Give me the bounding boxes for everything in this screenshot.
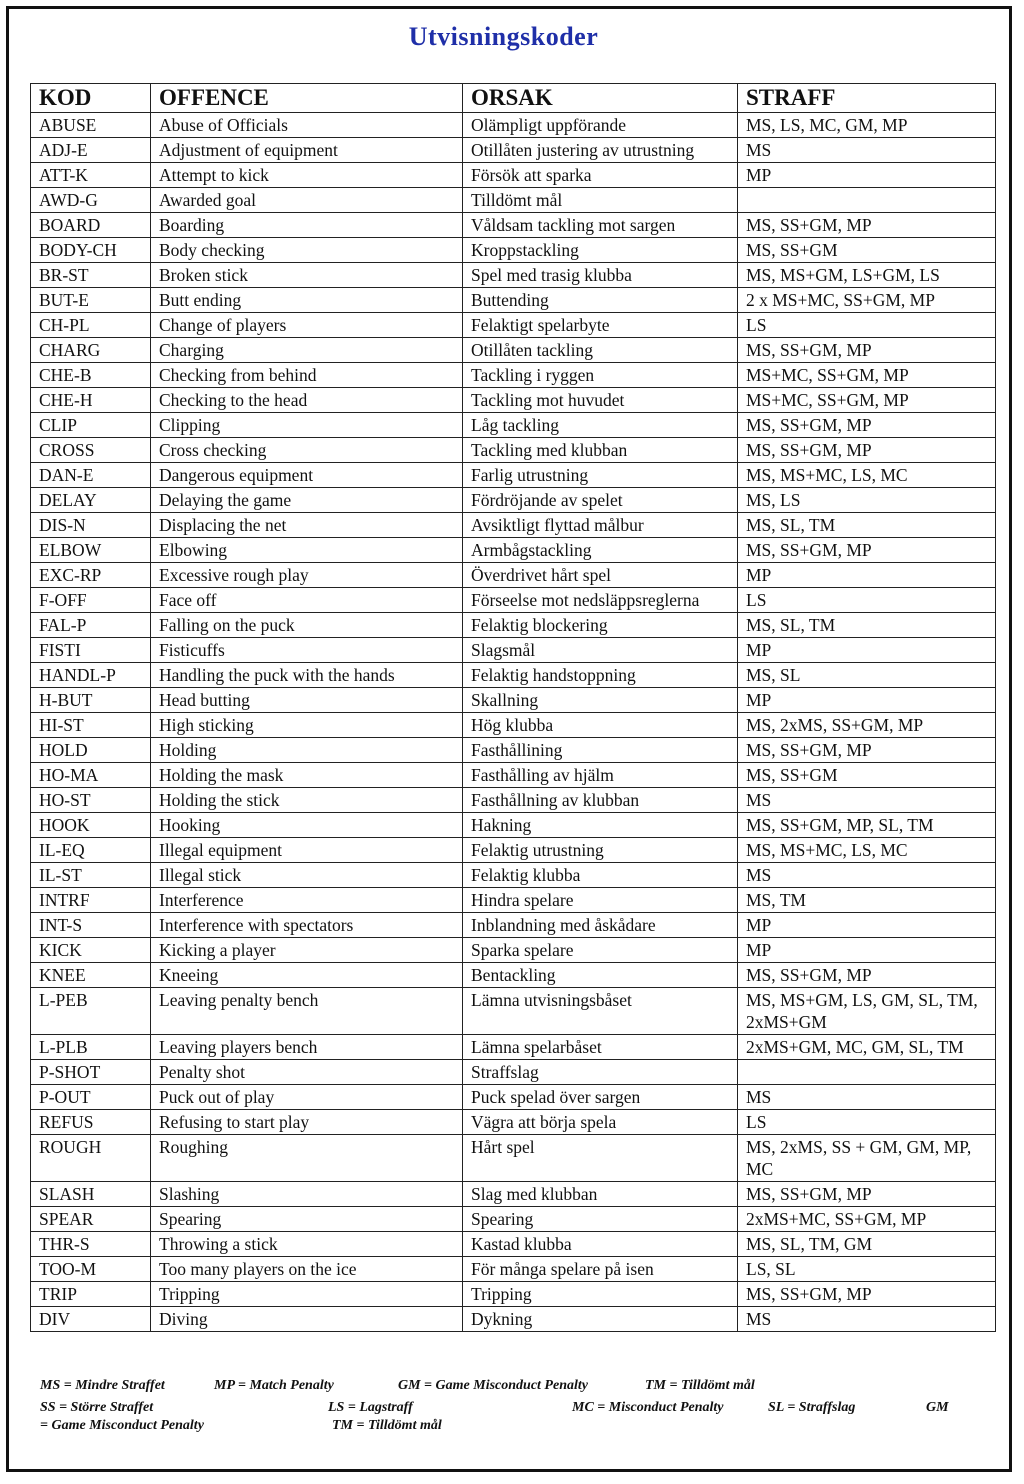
straff-cell: LS, SL [738, 1257, 996, 1282]
table-row [31, 513, 996, 538]
code-cell: IL-ST [31, 863, 151, 888]
straff-cell: 2xMS+GM, MC, GM, SL, TM [738, 1035, 996, 1060]
table-row [31, 188, 996, 213]
orsak-cell: Inblandning med åskådare [463, 913, 738, 938]
orsak-cell: Fasthålling av hjälm [463, 763, 738, 788]
orsak-cell: Otillåten justering av utrustning [463, 138, 738, 163]
code-cell: SPEAR [31, 1207, 151, 1232]
table-row [31, 538, 996, 563]
straff-cell: LS [738, 313, 996, 338]
orsak-cell: Felaktig blockering [463, 613, 738, 638]
code-cell: HOOK [31, 813, 151, 838]
table-row [31, 713, 996, 738]
orsak-cell: Tilldömt mål [463, 188, 738, 213]
header-kod: KOD [31, 84, 151, 113]
code-cell: DIV [31, 1307, 151, 1332]
table-row [31, 863, 996, 888]
legend-item: MC = Misconduct Penalty [572, 1400, 724, 1415]
code-cell: ROUGH [31, 1135, 151, 1182]
offence-cell: Cross checking [151, 438, 463, 463]
table-row [31, 313, 996, 338]
code-cell: CH-PL [31, 313, 151, 338]
table-row [31, 1035, 996, 1060]
code-cell: HI-ST [31, 713, 151, 738]
offence-cell: Holding [151, 738, 463, 763]
orsak-cell: Hårt spel [463, 1135, 738, 1182]
table-row [31, 1257, 996, 1282]
straff-cell: MS, SS+GM, MP, SL, TM [738, 813, 996, 838]
offence-cell: Leaving players bench [151, 1035, 463, 1060]
straff-cell: MS, LS, MC, GM, MP [738, 113, 996, 138]
offence-cell: Broken stick [151, 263, 463, 288]
offence-cell: Falling on the puck [151, 613, 463, 638]
table-row [31, 1110, 996, 1135]
straff-cell: MS, TM [738, 888, 996, 913]
orsak-cell: Fasthållning av klubban [463, 788, 738, 813]
code-cell: BODY-CH [31, 238, 151, 263]
orsak-cell: Låg tackling [463, 413, 738, 438]
offence-cell: Hooking [151, 813, 463, 838]
orsak-cell: Fasthållining [463, 738, 738, 763]
table-row [31, 1232, 996, 1257]
straff-cell: MS, 2xMS, SS+GM, MP [738, 713, 996, 738]
code-cell: DAN-E [31, 463, 151, 488]
orsak-cell: Straffslag [463, 1060, 738, 1085]
straff-cell: MS, SS+GM [738, 238, 996, 263]
offence-cell: Face off [151, 588, 463, 613]
code-cell: TRIP [31, 1282, 151, 1307]
legend-item: GM = Game Misconduct Penalty [398, 1378, 588, 1393]
orsak-cell: Slag med klubban [463, 1182, 738, 1207]
code-cell: IL-EQ [31, 838, 151, 863]
penalty-codes-table [30, 83, 996, 1332]
code-cell: HANDL-P [31, 663, 151, 688]
offence-cell: Delaying the game [151, 488, 463, 513]
straff-cell: MP [738, 938, 996, 963]
straff-cell: MS, MS+MC, LS, MC [738, 463, 996, 488]
table-header-row [31, 84, 996, 113]
offence-cell: Awarded goal [151, 188, 463, 213]
table-row [31, 613, 996, 638]
code-cell: DIS-N [31, 513, 151, 538]
table-row [31, 1307, 996, 1332]
orsak-cell: Överdrivet hårt spel [463, 563, 738, 588]
orsak-cell: För många spelare på isen [463, 1257, 738, 1282]
legend-item: TM = Tilldömt mål [645, 1378, 755, 1393]
straff-cell: MS, SL, TM, GM [738, 1232, 996, 1257]
straff-cell: MS, MS+GM, LS+GM, LS [738, 263, 996, 288]
code-cell: INT-S [31, 913, 151, 938]
table-row [31, 438, 996, 463]
legend-item: SS = Större Straffet [40, 1400, 154, 1415]
offence-cell: Illegal stick [151, 863, 463, 888]
code-cell: F-OFF [31, 588, 151, 613]
offence-cell: Change of players [151, 313, 463, 338]
offence-cell: Kicking a player [151, 938, 463, 963]
orsak-cell: Vägra att börja spela [463, 1110, 738, 1135]
table-row [31, 938, 996, 963]
offence-cell: Displacing the net [151, 513, 463, 538]
offence-cell: Excessive rough play [151, 563, 463, 588]
code-cell: ATT-K [31, 163, 151, 188]
orsak-cell: Spel med trasig klubba [463, 263, 738, 288]
code-cell: AWD-G [31, 188, 151, 213]
orsak-cell: Kastad klubba [463, 1232, 738, 1257]
table-row [31, 338, 996, 363]
offence-cell: Butt ending [151, 288, 463, 313]
offence-cell: Boarding [151, 213, 463, 238]
offence-cell: Illegal equipment [151, 838, 463, 863]
offence-cell: Kneeing [151, 963, 463, 988]
offence-cell: Penalty shot [151, 1060, 463, 1085]
straff-cell: 2 x MS+MC, SS+GM, MP [738, 288, 996, 313]
orsak-cell: Tackling i ryggen [463, 363, 738, 388]
straff-cell: MS+MC, SS+GM, MP [738, 388, 996, 413]
straff-cell: MP [738, 913, 996, 938]
straff-cell: MS, SS+GM, MP [738, 538, 996, 563]
code-cell: BUT-E [31, 288, 151, 313]
orsak-cell: Tackling med klubban [463, 438, 738, 463]
table-row [31, 1085, 996, 1110]
straff-cell: MS, SL, TM [738, 613, 996, 638]
orsak-cell: Sparka spelare [463, 938, 738, 963]
table-row [31, 638, 996, 663]
legend-item: TM = Tilldömt mål [332, 1418, 442, 1433]
orsak-cell: Lämna utvisningsbåset [463, 988, 738, 1035]
legend-item: SL = Straffslag [768, 1400, 856, 1415]
straff-cell: MS, 2xMS, SS + GM, GM, MP, MC [738, 1135, 996, 1182]
straff-cell [738, 1060, 996, 1085]
code-cell: KICK [31, 938, 151, 963]
straff-cell: MS, SS+GM, MP [738, 1182, 996, 1207]
orsak-cell: Hakning [463, 813, 738, 838]
table-row [31, 238, 996, 263]
offence-cell: Abuse of Officials [151, 113, 463, 138]
orsak-cell: Avsiktligt flyttad målbur [463, 513, 738, 538]
table-row [31, 263, 996, 288]
code-cell: FAL-P [31, 613, 151, 638]
straff-cell: MS, SS+GM, MP [738, 963, 996, 988]
offence-cell: Leaving penalty bench [151, 988, 463, 1035]
orsak-cell: Bentackling [463, 963, 738, 988]
code-cell: TOO-M [31, 1257, 151, 1282]
offence-cell: Holding the stick [151, 788, 463, 813]
offence-cell: Interference [151, 888, 463, 913]
orsak-cell: Felaktig handstoppning [463, 663, 738, 688]
straff-cell: MS [738, 788, 996, 813]
code-cell: BOARD [31, 213, 151, 238]
table-row [31, 1207, 996, 1232]
code-cell: CROSS [31, 438, 151, 463]
code-cell: CHE-B [31, 363, 151, 388]
table-row [31, 163, 996, 188]
orsak-cell: Slagsmål [463, 638, 738, 663]
straff-cell: MS, LS [738, 488, 996, 513]
offence-cell: Elbowing [151, 538, 463, 563]
offence-cell: Fisticuffs [151, 638, 463, 663]
straff-cell [738, 188, 996, 213]
straff-cell: MS [738, 1307, 996, 1332]
header-straff: STRAFF [738, 84, 996, 113]
straff-cell: LS [738, 588, 996, 613]
orsak-cell: Felaktigt spelarbyte [463, 313, 738, 338]
straff-cell: 2xMS+MC, SS+GM, MP [738, 1207, 996, 1232]
orsak-cell: Försök att sparka [463, 163, 738, 188]
offence-cell: Handling the puck with the hands [151, 663, 463, 688]
table-row [31, 963, 996, 988]
straff-cell: MS, SL [738, 663, 996, 688]
table-row [31, 763, 996, 788]
orsak-cell: Lämna spelarbåset [463, 1035, 738, 1060]
code-cell: HO-ST [31, 788, 151, 813]
legend-line [40, 1418, 980, 1440]
table-row [31, 488, 996, 513]
straff-cell: MP [738, 688, 996, 713]
offence-cell: Throwing a stick [151, 1232, 463, 1257]
table-row [31, 888, 996, 913]
code-cell: INTRF [31, 888, 151, 913]
header-orsak: ORSAK [463, 84, 738, 113]
table-row [31, 563, 996, 588]
orsak-cell: Hög klubba [463, 713, 738, 738]
straff-cell: MS, SS+GM, MP [738, 438, 996, 463]
code-cell: L-PLB [31, 1035, 151, 1060]
table-row [31, 213, 996, 238]
orsak-cell: Kroppstackling [463, 238, 738, 263]
table-row [31, 388, 996, 413]
offence-cell: Refusing to start play [151, 1110, 463, 1135]
table-row [31, 463, 996, 488]
code-cell: THR-S [31, 1232, 151, 1257]
code-cell: KNEE [31, 963, 151, 988]
straff-cell: MS, SS+GM, MP [738, 213, 996, 238]
straff-cell: MS, SS+GM, MP [738, 413, 996, 438]
straff-cell: MP [738, 638, 996, 663]
page-title: Utvisningskoder [408, 22, 599, 51]
legend-item: GM [926, 1400, 949, 1415]
straff-cell: MS, SS+GM, MP [738, 738, 996, 763]
table-row [31, 288, 996, 313]
code-cell: FISTI [31, 638, 151, 663]
table-row [31, 663, 996, 688]
offence-cell: Holding the mask [151, 763, 463, 788]
offence-cell: Slashing [151, 1182, 463, 1207]
code-cell: H-BUT [31, 688, 151, 713]
offence-cell: Too many players on the ice [151, 1257, 463, 1282]
code-cell: REFUS [31, 1110, 151, 1135]
orsak-cell: Armbågstackling [463, 538, 738, 563]
legend [40, 1378, 980, 1440]
table-row [31, 1282, 996, 1307]
legend-item: = Game Misconduct Penalty [40, 1418, 204, 1433]
code-cell: SLASH [31, 1182, 151, 1207]
code-cell: P-OUT [31, 1085, 151, 1110]
table-row [31, 1182, 996, 1207]
straff-cell: MS, SS+GM [738, 763, 996, 788]
offence-cell: Charging [151, 338, 463, 363]
straff-cell: MS, SS+GM, MP [738, 338, 996, 363]
offence-cell: High sticking [151, 713, 463, 738]
legend-item: LS = Lagstraff [328, 1400, 413, 1415]
table-row [31, 838, 996, 863]
code-cell: L-PEB [31, 988, 151, 1035]
table-row [31, 363, 996, 388]
orsak-cell: Fördröjande av spelet [463, 488, 738, 513]
orsak-cell: Buttending [463, 288, 738, 313]
straff-cell: MP [738, 563, 996, 588]
code-cell: HOLD [31, 738, 151, 763]
straff-cell: MS, SL, TM [738, 513, 996, 538]
orsak-cell: Olämpligt uppförande [463, 113, 738, 138]
straff-cell: MS [738, 1085, 996, 1110]
straff-cell: MS+MC, SS+GM, MP [738, 363, 996, 388]
orsak-cell: Spearing [463, 1207, 738, 1232]
table-row [31, 688, 996, 713]
offence-cell: Body checking [151, 238, 463, 263]
offence-cell: Tripping [151, 1282, 463, 1307]
straff-cell: MS, MS+MC, LS, MC [738, 838, 996, 863]
orsak-cell: Förseelse mot nedsläppsreglerna [463, 588, 738, 613]
straff-cell: MS [738, 863, 996, 888]
code-cell: CHE-H [31, 388, 151, 413]
table-row [31, 138, 996, 163]
orsak-cell: Hindra spelare [463, 888, 738, 913]
code-cell: CLIP [31, 413, 151, 438]
code-cell: P-SHOT [31, 1060, 151, 1085]
table-row [31, 913, 996, 938]
code-cell: CHARG [31, 338, 151, 363]
legend-line [40, 1378, 980, 1400]
offence-cell: Diving [151, 1307, 463, 1332]
code-cell: DELAY [31, 488, 151, 513]
table-row [31, 1060, 996, 1085]
straff-cell: MP [738, 163, 996, 188]
table-row [31, 988, 996, 1035]
offence-cell: Checking from behind [151, 363, 463, 388]
table-body [31, 113, 996, 1332]
straff-cell: MS [738, 138, 996, 163]
code-cell: ABUSE [31, 113, 151, 138]
offence-cell: Head butting [151, 688, 463, 713]
offence-cell: Roughing [151, 1135, 463, 1182]
orsak-cell: Felaktig klubba [463, 863, 738, 888]
table-row [31, 113, 996, 138]
orsak-cell: Våldsam tackling mot sargen [463, 213, 738, 238]
orsak-cell: Tackling mot huvudet [463, 388, 738, 413]
offence-cell: Clipping [151, 413, 463, 438]
code-cell: HO-MA [31, 763, 151, 788]
offence-cell: Puck out of play [151, 1085, 463, 1110]
orsak-cell: Felaktig utrustning [463, 838, 738, 863]
table-row [31, 588, 996, 613]
offence-cell: Attempt to kick [151, 163, 463, 188]
orsak-cell: Farlig utrustning [463, 463, 738, 488]
table-row [31, 738, 996, 763]
code-cell: ELBOW [31, 538, 151, 563]
table-row [31, 1135, 996, 1182]
code-cell: EXC-RP [31, 563, 151, 588]
offence-cell: Dangerous equipment [151, 463, 463, 488]
straff-cell: MS, SS+GM, MP [738, 1282, 996, 1307]
legend-item: MP = Match Penalty [214, 1378, 334, 1393]
code-cell: BR-ST [31, 263, 151, 288]
table-row [31, 788, 996, 813]
offence-cell: Spearing [151, 1207, 463, 1232]
straff-cell: MS, MS+GM, LS, GM, SL, TM, 2xMS+GM [738, 988, 996, 1035]
offence-cell: Checking to the head [151, 388, 463, 413]
table-row [31, 413, 996, 438]
orsak-cell: Puck spelad över sargen [463, 1085, 738, 1110]
table-row [31, 813, 996, 838]
header-offence: OFFENCE [151, 84, 463, 113]
orsak-cell: Otillåten tackling [463, 338, 738, 363]
code-cell: ADJ-E [31, 138, 151, 163]
offence-cell: Interference with spectators [151, 913, 463, 938]
orsak-cell: Tripping [463, 1282, 738, 1307]
straff-cell: LS [738, 1110, 996, 1135]
legend-item: MS = Mindre Straffet [40, 1378, 165, 1393]
offence-cell: Adjustment of equipment [151, 138, 463, 163]
orsak-cell: Skallning [463, 688, 738, 713]
orsak-cell: Dykning [463, 1307, 738, 1332]
